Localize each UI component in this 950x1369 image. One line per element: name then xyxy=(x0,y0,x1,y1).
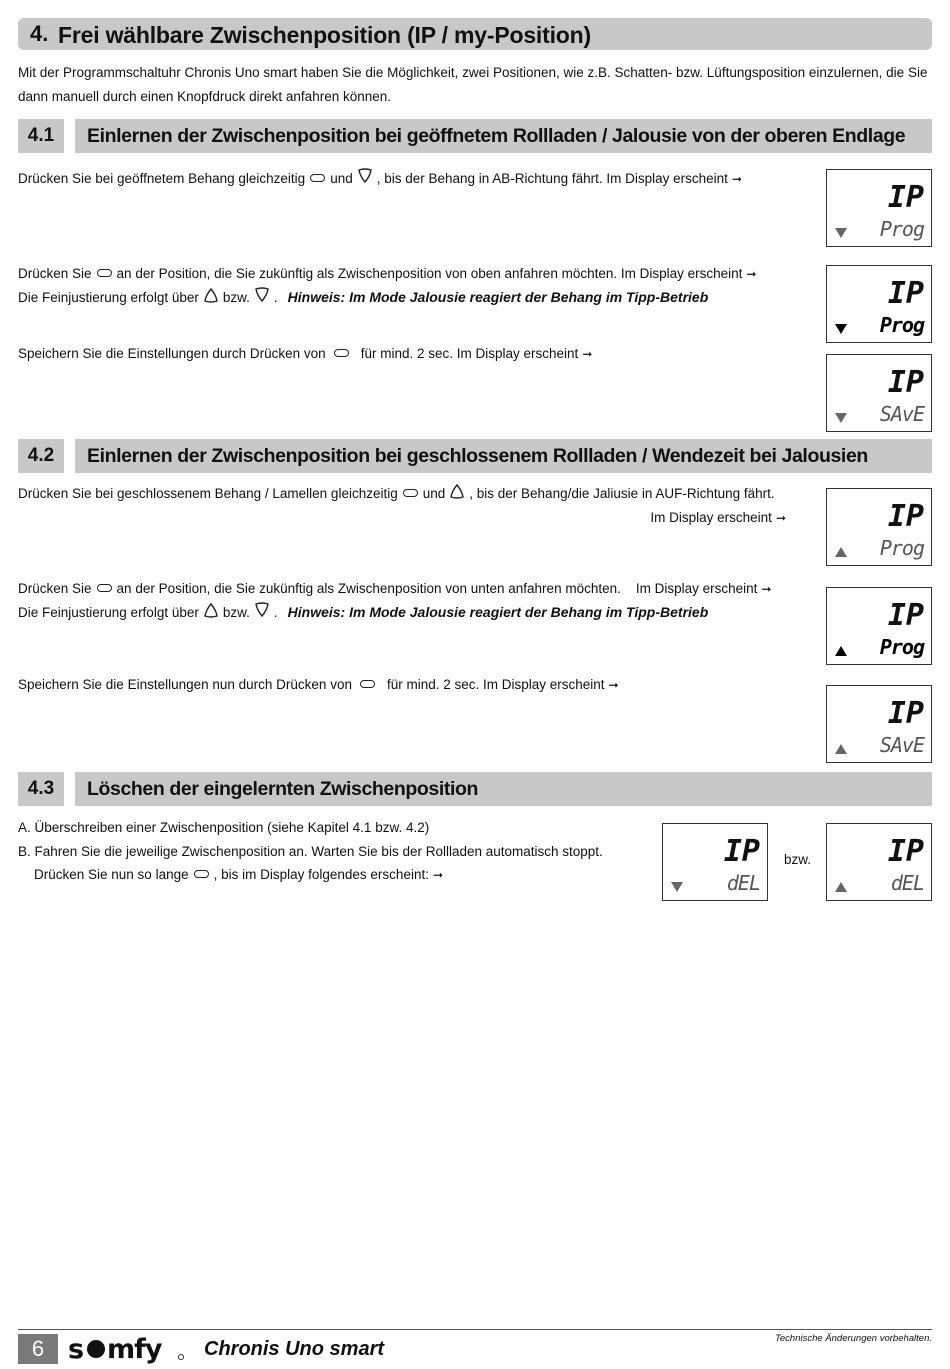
svg-text:IP: IP xyxy=(887,834,924,869)
lcd-display xyxy=(826,169,932,247)
right-arrow-icon: ➞ xyxy=(746,267,757,281)
right-arrow-icon: ➞ xyxy=(761,582,772,596)
chapter-number: 4. xyxy=(30,21,49,46)
down-arrow-icon xyxy=(835,228,847,238)
lcd-top-text xyxy=(887,834,925,869)
down-arrow-icon xyxy=(835,413,847,423)
down-arrow-icon xyxy=(671,882,683,892)
up-button-icon xyxy=(203,287,219,303)
up-arrow-icon xyxy=(835,547,847,557)
right-arrow-icon: ➞ xyxy=(582,347,593,361)
somfy-logo xyxy=(68,1333,186,1365)
my-button-icon xyxy=(310,174,325,182)
svg-text:IP: IP xyxy=(887,696,924,731)
svg-text:Prog: Prog xyxy=(879,217,924,241)
up-arrow-icon xyxy=(835,882,847,892)
section-4-1-title: Einlernen der Zwischenposition bei geöffnetem Rollladen / Jalousie von der oberen Endlage xyxy=(75,119,932,153)
lcd-bottom-text xyxy=(869,731,925,757)
lcd-bottom-text xyxy=(869,215,925,241)
down-button-icon xyxy=(254,602,270,618)
right-arrow-icon: ➞ xyxy=(608,678,619,692)
right-arrow-icon: ➞ xyxy=(731,172,742,186)
up-arrow-icon xyxy=(835,646,847,656)
lcd-display xyxy=(826,354,932,432)
lcd-bottom-text xyxy=(705,869,761,895)
lcd-display xyxy=(826,488,932,566)
lcd-top-text xyxy=(887,276,925,311)
s42-step3: Die Feinjustierung erfolgt über bzw. . Hinweis: Im Mode Jalousie reagiert der Behang im Tipp-Betrieb xyxy=(18,604,709,620)
intro-paragraph: Mit der Programmschaltuhr Chronis Uno smart haben Sie die Möglichkeit, zwei Positionen, wie z.B. Schatten- bzw. Lüftungsposition einzulernen, die Sie dann manuell durch einen Knopfdruck direkt anfahren können. xyxy=(18,65,928,104)
lcd-top-text xyxy=(887,696,925,731)
s42-hint: Hinweis: Im Mode Jalousie reagiert der Behang im Tipp-Betrieb xyxy=(287,604,709,620)
s43-bzw: bzw. xyxy=(784,852,812,867)
right-arrow-icon: ➞ xyxy=(432,868,444,882)
lcd-display xyxy=(826,265,932,343)
lcd-display xyxy=(826,587,932,665)
right-arrow-icon: ➞ xyxy=(775,511,786,525)
lcd-bottom-text xyxy=(869,633,925,659)
svg-text:IP: IP xyxy=(887,598,924,633)
lcd-top-text xyxy=(887,180,925,215)
svg-text:IP: IP xyxy=(887,180,924,215)
svg-text:SAvE: SAvE xyxy=(879,733,924,757)
up-button-icon xyxy=(203,602,219,618)
logo-registered-mark xyxy=(178,1354,183,1359)
lcd-bottom-text xyxy=(869,311,925,337)
technical-note: Technische Änderungen vorbehalten. xyxy=(774,1333,932,1344)
my-button-icon xyxy=(360,680,375,688)
svg-text:Prog: Prog xyxy=(879,635,924,659)
logo-letter-s: s xyxy=(68,1334,85,1365)
section-4-3-number: 4.3 xyxy=(18,772,64,806)
svg-text:SAvE: SAvE xyxy=(879,402,924,426)
s41-step1: Drücken Sie bei geöffnetem Behang gleichzeitig und , bis der Behang in AB-Richtung fährt. Im Display erscheint ➞ xyxy=(18,171,742,187)
my-button-icon xyxy=(97,269,112,277)
logo-letters-mfy: mfy xyxy=(107,1334,162,1365)
lcd-display xyxy=(662,823,768,901)
lcd-top-text xyxy=(887,598,925,633)
s41-step2: Drücken Sie an der Position, die Sie zukünftig als Zwischenposition von oben anfahren möchten. Im Display erscheint ➞ xyxy=(18,266,757,281)
s43-line-a: A. Überschreiben einer Zwischenposition (siehe Kapitel 4.1 bzw. 4.2) xyxy=(18,820,430,835)
s42-step1: Drücken Sie bei geschlossenem Behang / Lamellen gleichzeitig und , bis der Behang/die Jaliusie in AUF-Richtung fährt. xyxy=(18,486,775,502)
svg-text:IP: IP xyxy=(887,499,924,534)
s43-line-c: Drücken Sie nun so lange , bis im Display folgendes erscheint: ➞ xyxy=(34,867,444,882)
lcd-top-text xyxy=(887,365,925,400)
section-4-3-title: Löschen der eingelernten Zwischenposition xyxy=(75,772,932,806)
down-arrow-icon xyxy=(835,324,847,334)
s41-step4: Speichern Sie die Einstellungen durch Drücken von für mind. 2 sec. Im Display erscheint ➞ xyxy=(18,346,593,361)
lcd-display xyxy=(826,685,932,763)
my-button-icon xyxy=(194,870,209,878)
up-button-icon xyxy=(449,483,465,499)
svg-text:IP: IP xyxy=(887,276,924,311)
page-number: 6 xyxy=(18,1334,58,1364)
svg-text:IP: IP xyxy=(723,834,760,869)
down-button-icon xyxy=(254,287,270,303)
lcd-display xyxy=(826,823,932,901)
chapter-title: Frei wählbare Zwischenposition (IP / my-Position) xyxy=(58,22,591,48)
up-arrow-icon xyxy=(835,744,847,754)
logo-o-circle xyxy=(87,1340,105,1358)
lcd-top-text xyxy=(723,834,761,869)
svg-text:dEL: dEL xyxy=(726,871,760,895)
svg-text:dEL: dEL xyxy=(890,871,924,895)
s41-step3: Die Feinjustierung erfolgt über bzw. . Hinweis: Im Mode Jalousie reagiert der Behang im Tipp-Betrieb xyxy=(18,289,709,305)
svg-text:IP: IP xyxy=(887,365,924,400)
lcd-bottom-text xyxy=(869,869,925,895)
footer-rule xyxy=(18,1329,932,1330)
s43-line-b: B. Fahren Sie die jeweilige Zwischenposition an. Warten Sie bis der Rollladen automatisch stoppt. xyxy=(18,844,603,859)
svg-text:Prog: Prog xyxy=(879,313,924,337)
s42-step1b: Im Display erscheint ➞ xyxy=(650,510,786,525)
svg-text:Prog: Prog xyxy=(879,536,924,560)
my-button-icon xyxy=(97,584,112,592)
s42-step2: Drücken Sie an der Position, die Sie zukünftig als Zwischenposition von unten anfahren möchten. Im Display erscheint ➞ xyxy=(18,581,772,596)
down-button-icon xyxy=(357,168,373,184)
lcd-bottom-text xyxy=(869,534,925,560)
my-button-icon xyxy=(403,489,418,497)
section-4-2-title: Einlernen der Zwischenposition bei geschlossenem Rollladen / Wendezeit bei Jalousien xyxy=(75,439,932,473)
lcd-bottom-text xyxy=(869,400,925,426)
my-button-icon xyxy=(334,349,349,357)
product-name: Chronis Uno smart xyxy=(204,1338,385,1360)
section-4-2-number: 4.2 xyxy=(18,439,64,473)
lcd-top-text xyxy=(887,499,925,534)
s41-hint: Hinweis: Im Mode Jalousie reagiert der Behang im Tipp-Betrieb xyxy=(287,289,709,305)
section-4-1-number: 4.1 xyxy=(18,119,64,153)
s42-step4: Speichern Sie die Einstellungen nun durch Drücken von für mind. 2 sec. Im Display erscheint ➞ xyxy=(18,677,619,692)
